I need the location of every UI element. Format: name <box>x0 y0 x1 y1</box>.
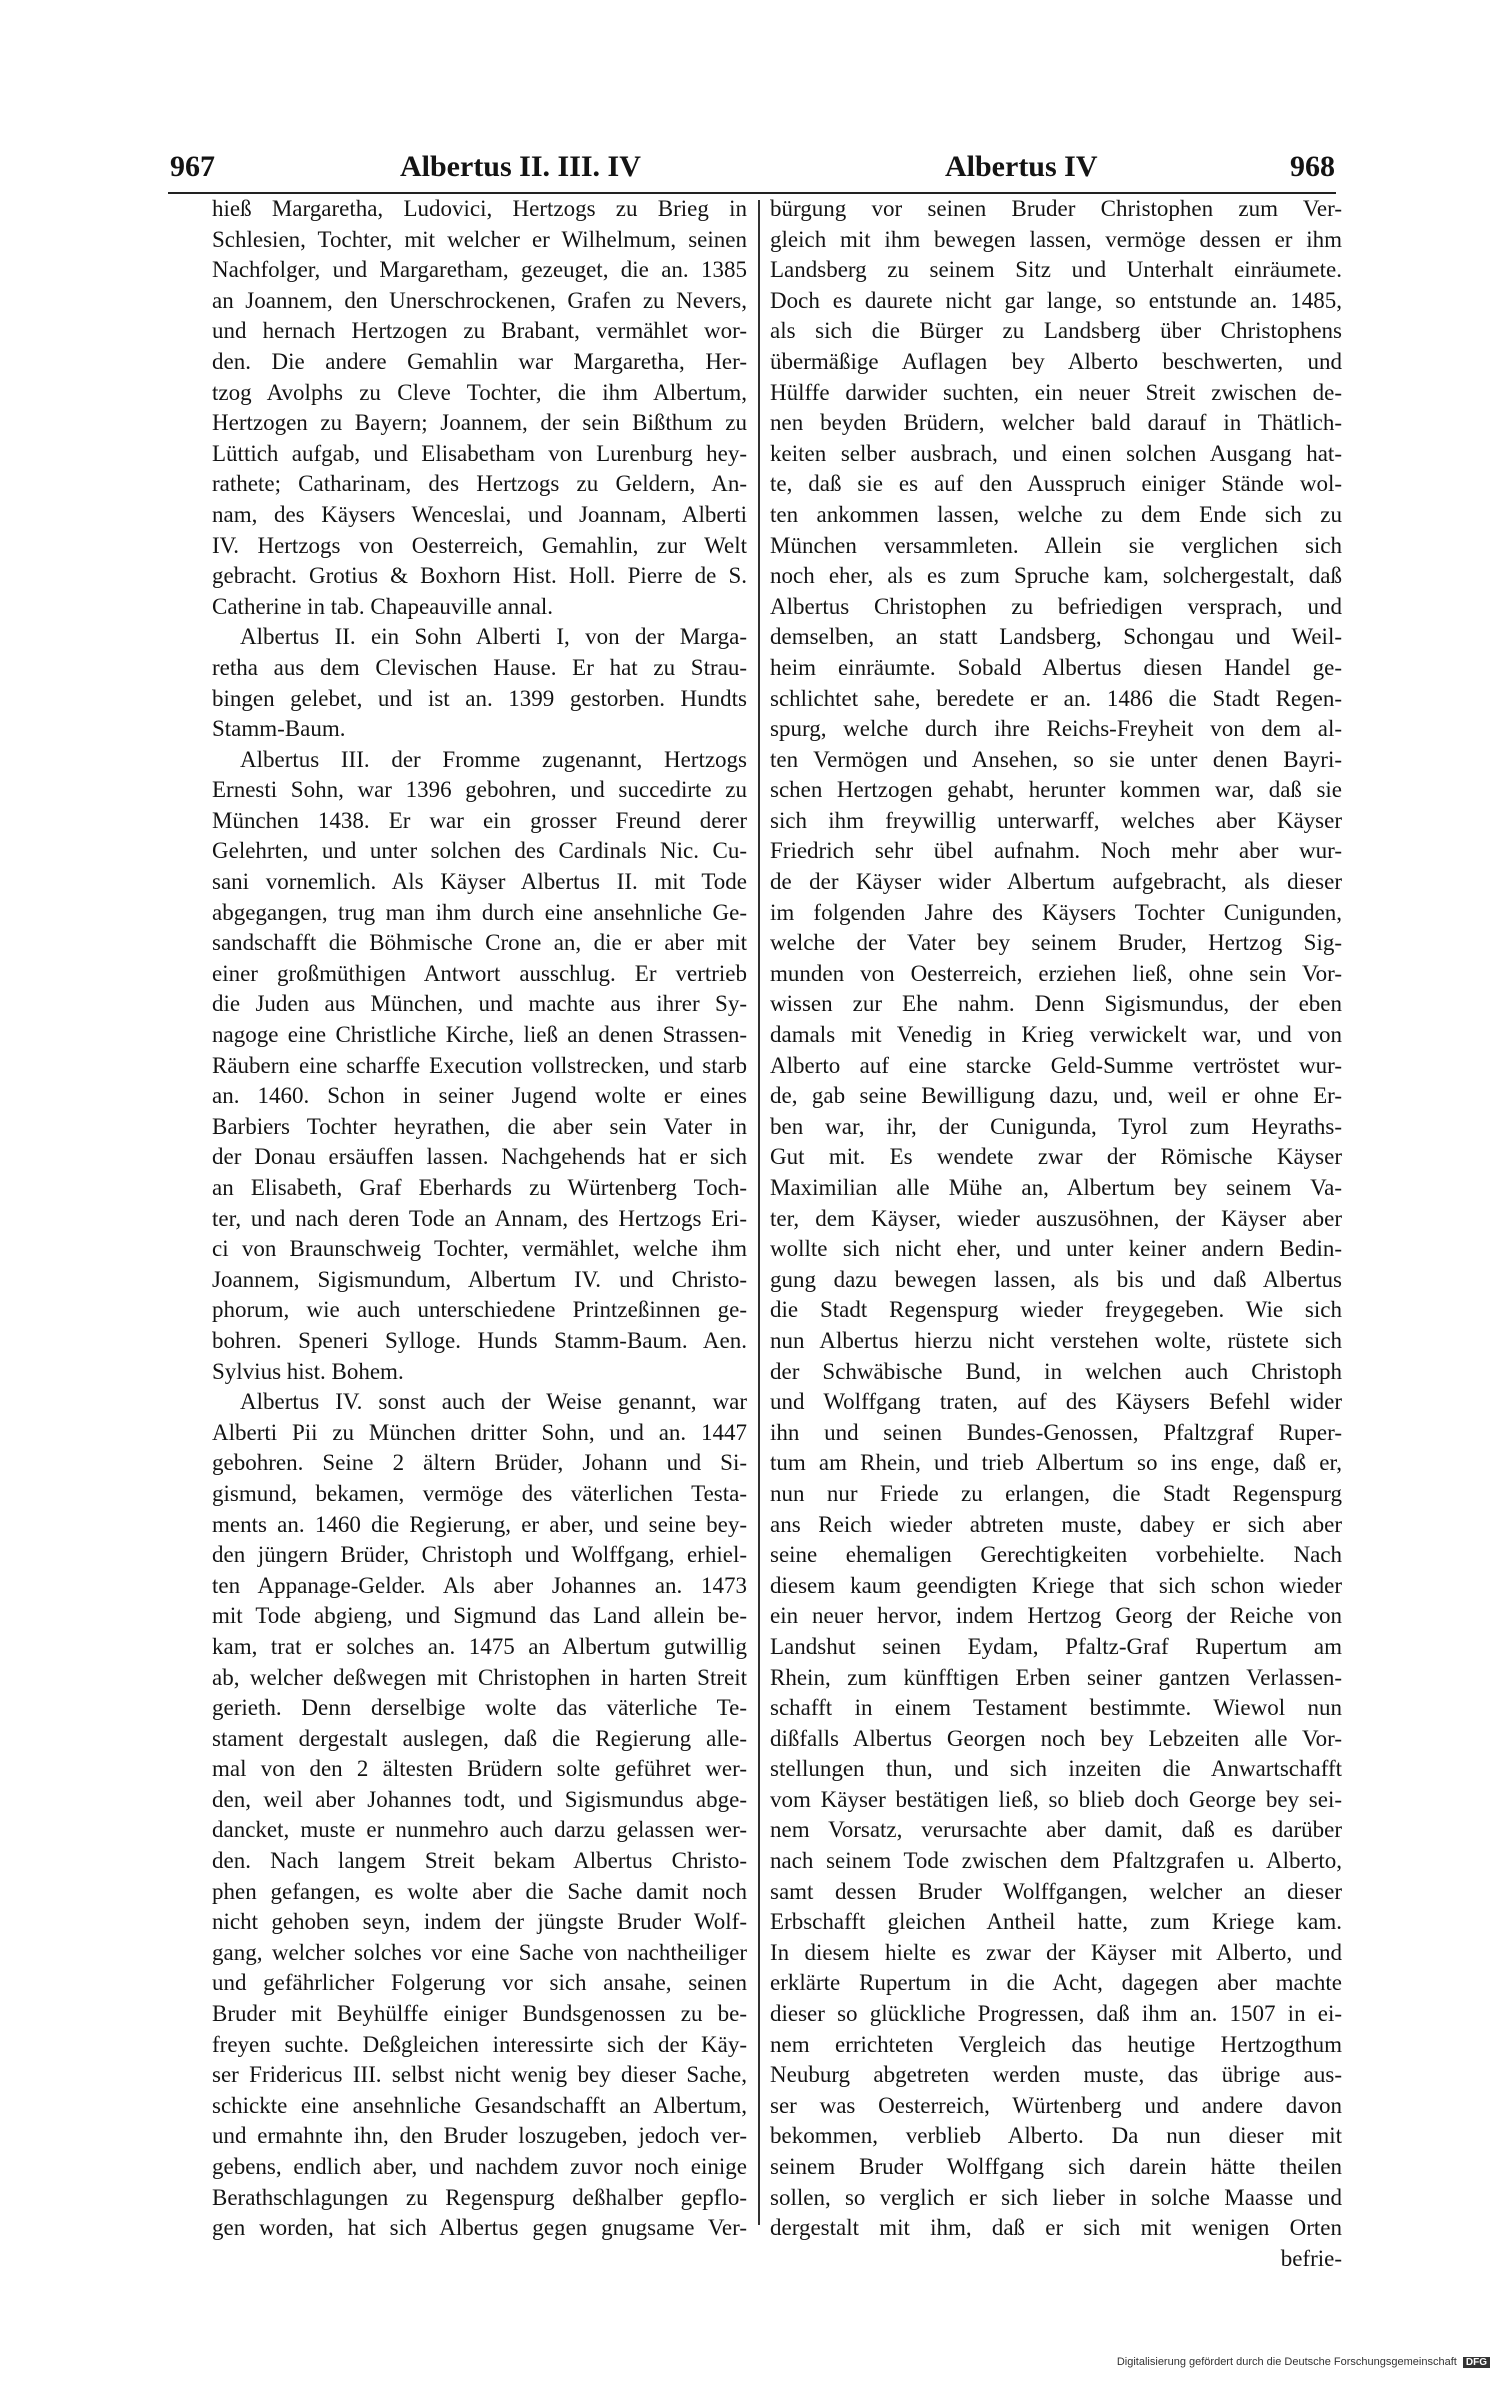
text-line: IV. Hertzogs von Oesterreich, Gemahlin, zur Welt <box>212 532 747 558</box>
text-line: ans Reich wieder abtreten muste, dabey er sich aber <box>770 1511 1342 1537</box>
text-line: Friedrich sehr übel aufnahm. Noch mehr aber wur- <box>770 838 1342 864</box>
text-line: Alberto auf eine starcke Geld-Summe vertröstet wur- <box>770 1052 1342 1078</box>
text-line: demselben, an statt Landsberg, Schongau und Weil- <box>770 624 1342 650</box>
page-number-left: 967 <box>170 150 215 183</box>
text-line: Catherine in tab. Chapeauville annal. <box>212 593 554 619</box>
text-line: Gelehrten, und unter solchen des Cardinals Nic. Cu- <box>212 838 747 864</box>
text-line: und hernach Hertzogen zu Brabant, vermählet wor- <box>212 318 747 344</box>
text-line: an Elisabeth, Graf Eberhards zu Würtenberg Toch- <box>212 1175 747 1200</box>
text-line: Doch es daurete nicht gar lange, so entstunde an. 1485, <box>770 287 1342 313</box>
text-line: gebohren. Seine 2 ältern Brüder, Johann und Si- <box>212 1450 747 1476</box>
text-line: Neuburg abgetreten werden muste, das übrige aus- <box>770 2062 1342 2088</box>
text-line: dißfalls Albertus Georgen noch bey Lebzeiten alle Vor- <box>770 1725 1342 1751</box>
running-title-left: Albertus II. III. IV <box>400 150 641 183</box>
text-line: Albertus Christophen zu befriedigen versprach, und <box>770 593 1342 619</box>
text-line: bingen gelebet, und ist an. 1399 gestorben. Hundts <box>212 685 747 711</box>
text-line: sich ihm freywillig unterwarff, welches aber Käyser <box>770 807 1342 833</box>
text-line: Alberti Pii zu München dritter Sohn, und an. 1447 <box>212 1419 747 1445</box>
text-line: Hülffe darwider suchten, ein neuer Streit zwischen de- <box>770 379 1342 405</box>
text-line: Stamm-Baum. <box>212 716 346 742</box>
text-line: erklärte Rupertum in die Acht, dagegen aber machte <box>770 1970 1342 1996</box>
text-line: ments an. 1460 die Regierung, er aber, und seine bey- <box>212 1511 747 1537</box>
text-line: nen beyden Brüdern, welcher bald darauf in Thätlich- <box>770 410 1342 436</box>
text-line: den. Die andere Gemahlin war Margaretha, Her- <box>212 348 747 374</box>
page-number-right: 968 <box>1290 150 1335 183</box>
text-line: phorum, wie auch unterschiedene Printzeßinnen ge- <box>212 1297 747 1323</box>
text-line: seine ehemaligen Gerechtigkeiten vorbehielte. Nach <box>770 1542 1342 1568</box>
text-line: wollte sich nicht eher, und unter keiner andern Bedin- <box>770 1236 1342 1262</box>
text-line: Albertus IV. sonst auch der Weise genannt, war <box>240 1389 747 1415</box>
text-line: gang, welcher solches vor eine Sache von nachtheiliger <box>212 1939 747 1965</box>
text-line: nun nur Friede zu erlangen, die Stadt Regenspurg <box>770 1480 1342 1506</box>
text-line: gebens, endlich aber, und nachdem zuvor noch einige <box>212 2154 747 2179</box>
text-line: mit Tode abgieng, und Sigmund das Land allein be- <box>212 1603 747 1629</box>
text-line: stellungen thun, und sich inzeiten die Anwartschafft <box>770 1756 1342 1782</box>
text-line: sani vornemlich. Als Käyser Albertus II. mit Tode <box>212 869 747 895</box>
text-line: als sich die Bürger zu Landsberg über Christophens <box>770 318 1342 344</box>
column-divider <box>758 200 760 2225</box>
text-line: Albertus III. der Fromme zugenannt, Hertzogs <box>240 746 747 772</box>
text-line: damals mit Venedig in Krieg verwickelt war, und von <box>770 1022 1342 1048</box>
text-line: bohren. Speneri Sylloge. Hunds Stamm-Baum. Aen. <box>212 1327 747 1353</box>
text-line: schlichtet sahe, beredete er an. 1486 die Stadt Regen- <box>770 685 1342 711</box>
text-line: rathete; Catharinam, des Hertzogs zu Geldern, An- <box>212 471 747 497</box>
text-line: befrie- <box>1280 2245 1342 2271</box>
text-line: München 1438. Er war ein grosser Freund derer <box>212 807 747 833</box>
text-line: ter, dem Käyser, wieder auszusöhnen, der Käyser aber <box>770 1205 1342 1231</box>
text-line: ben war, ihr, der Cunigunda, Tyrol zum Heyraths- <box>770 1113 1342 1139</box>
text-line: gerieth. Denn derselbige wolte das väterliche Te- <box>212 1695 747 1721</box>
text-line: der Schwäbische Bund, in welchen auch Christoph <box>770 1358 1342 1384</box>
text-line: abgegangen, trug man ihm durch eine ansehnliche Ge- <box>212 899 747 925</box>
text-line: spurg, welche durch ihre Reichs-Freyheit von dem al- <box>770 716 1342 742</box>
text-line: stament dergestalt auslegen, daß die Regierung alle- <box>212 1725 747 1751</box>
text-line: Joannem, Sigismundum, Albertum IV. und Christo- <box>212 1266 747 1292</box>
text-line: nem Vorsatz, verursachte aber damit, daß es darüber <box>770 1817 1342 1843</box>
text-line: den. Nach langem Streit bekam Albertus Christo- <box>212 1848 747 1874</box>
text-line: sollen, so verglich er sich lieber in solche Maasse und <box>770 2184 1342 2210</box>
text-line: schafft in einem Testament bestimmte. Wiewol nun <box>770 1695 1342 1721</box>
dfg-logo: DFG <box>1463 2357 1490 2368</box>
text-line: im folgenden Jahre des Käysers Tochter Cunigunden, <box>770 899 1342 925</box>
text-line: ten Appanage-Gelder. Als aber Johannes an. 1473 <box>212 1572 747 1598</box>
text-line: mal von den 2 ältesten Brüdern solte geführet wer- <box>212 1756 747 1782</box>
text-line: tzog Avolphs zu Cleve Tochter, die ihm Albertum, <box>212 379 747 405</box>
text-line: Rhein, zum künfftigen Erben seiner gantzen Verlassen- <box>770 1664 1342 1690</box>
text-line: ein neuer hervor, indem Hertzog Georg der Reiche von <box>770 1603 1342 1629</box>
text-line: Landsberg zu seinem Sitz und Unterhalt einräumete. <box>770 257 1342 283</box>
text-line: ten Vermögen und Ansehen, so sie unter denen Bayri- <box>770 746 1342 772</box>
text-line: den jüngern Brüder, Christoph und Wolffgang, erhiel- <box>212 1542 747 1568</box>
text-line: de der Käyser wider Albertum aufgebracht, als dieser <box>770 869 1342 895</box>
running-header <box>170 150 1335 194</box>
text-line: nagoge eine Christliche Kirche, ließ an denen Strassen- <box>212 1022 747 1048</box>
text-line: die Juden aus München, und machte aus ihrer Sy- <box>212 991 747 1017</box>
right-column <box>770 194 1342 2274</box>
text-line: gleich mit ihm bewegen lassen, vermöge dessen er ihm <box>770 226 1342 252</box>
text-line: dieser so glückliche Progressen, daß ihm an. 1507 in ei- <box>770 2001 1342 2027</box>
running-title-right: Albertus IV <box>945 150 1098 183</box>
text-line: sandschafft die Böhmische Crone an, die er aber mit <box>212 930 747 956</box>
text-line: gebracht. Grotius & Boxhorn Hist. Holl. Pierre de S. <box>212 563 747 589</box>
text-line: In diesem hielte es zwar der Käyser mit Alberto, und <box>770 1939 1342 1965</box>
text-line: tum am Rhein, und trieb Albertum so ins enge, daß er, <box>770 1450 1342 1476</box>
text-line: bürgung vor seinen Bruder Christophen zum Ver- <box>770 196 1342 221</box>
footer-text: Digitalisierung gefördert durch die Deutsche Forschungsgemeinschaft <box>1116 2356 1457 2368</box>
text-line: Erbschafft gleichen Antheil hatte, zum Kriege kam. <box>770 1909 1342 1935</box>
text-line: schickte eine ansehnliche Gesandschafft an Albertum, <box>212 2092 747 2118</box>
text-line: und Wolffgang traten, auf des Käysers Befehl wider <box>770 1389 1342 1415</box>
text-line: einer großmüthigen Antwort ausschlug. Er vertrieb <box>212 960 747 986</box>
text-line: munden von Oesterreich, erziehen ließ, ohne sein Vor- <box>770 960 1342 986</box>
text-line: Sylvius hist. Bohem. <box>212 1358 404 1384</box>
text-line: Maximilian alle Mühe an, Albertum bey seinem Va- <box>770 1175 1342 1200</box>
text-line: nun Albertus hierzu nicht verstehen wolte, rüstete sich <box>770 1327 1342 1353</box>
text-line: den, weil aber Johannes todt, und Sigismundus abge- <box>212 1786 747 1812</box>
text-line: an Joannem, den Unerschrockenen, Grafen zu Nevers, <box>212 287 747 313</box>
text-line: Ernesti Sohn, war 1396 gebohren, und succedirte zu <box>212 777 747 803</box>
text-line: an. 1460. Schon in seiner Jugend wolte er eines <box>212 1083 747 1109</box>
text-line: München versammleten. Allein sie verglichen sich <box>770 532 1342 558</box>
text-line: nam, des Käysers Wenceslai, und Joannam, Alberti <box>212 501 747 527</box>
text-line: nicht gehoben seyn, indem der jüngste Bruder Wolf- <box>212 1909 747 1935</box>
text-line: Nachfolger, und Margaretham, gezeuget, die an. 1385 <box>212 257 747 283</box>
text-line: ab, welcher deßwegen mit Christophen in harten Streit <box>212 1664 747 1690</box>
text-line: übermäßige Auflagen bey Alberto beschwerten, und <box>770 348 1342 374</box>
text-line: diesem kaum geendigten Kriege that sich schon wieder <box>770 1572 1342 1598</box>
text-line: schen Hertzogen gehabt, herunter kommen war, daß sie <box>770 777 1342 803</box>
text-line: Schlesien, Tochter, mit welcher er Wilhelmum, seinen <box>212 226 747 252</box>
text-line: nach seinem Tode zwischen dem Pfaltzgrafen u. Alberto, <box>770 1848 1342 1874</box>
text-line: Lüttich aufgab, und Elisabetham von Lurenburg hey- <box>212 440 747 466</box>
text-line: welche der Vater bey seinem Bruder, Hertzog Sig- <box>770 930 1342 956</box>
text-line: ser was Oesterreich, Würtenberg und andere davon <box>770 2092 1342 2118</box>
text-line: ten ankommen lassen, welche zu dem Ende sich zu <box>770 501 1342 527</box>
text-line: ter, und nach deren Tode an Annam, des Hertzogs Eri- <box>212 1205 747 1231</box>
text-line: ihn und seinen Bundes-Genossen, Pfaltzgraf Ruper- <box>770 1419 1342 1445</box>
left-column <box>212 194 747 2244</box>
text-line: retha aus dem Clevischen Hause. Er hat zu Strau- <box>212 654 747 680</box>
text-line: die Stadt Regenspurg wieder freygegeben. Wie sich <box>770 1297 1342 1323</box>
text-line: hieß Margaretha, Ludovici, Hertzogs zu Brieg in <box>212 196 747 221</box>
text-line: phen gefangen, es wolte aber die Sache damit noch <box>212 1878 747 1904</box>
text-line: ser Fridericus III. selbst nicht wenig bey dieser Sache, <box>212 2062 747 2088</box>
text-line: noch eher, als es zum Spruche kam, solchergestalt, daß <box>770 563 1342 589</box>
text-line: Barbiers Tochter heyrathen, die aber sein Vater in <box>212 1113 747 1139</box>
text-line: gung dazu bewegen lassen, als bis und daß Albertus <box>770 1266 1342 1292</box>
text-line: Albertus II. ein Sohn Alberti I, von der Marga- <box>240 624 747 650</box>
text-line: Berathschlagungen zu Regenspurg deßhalber gepflo- <box>212 2184 747 2210</box>
text-line: wissen zur Ehe nahm. Denn Sigismundus, der eben <box>770 991 1342 1017</box>
text-line: de, gab seine Bewilligung dazu, und, weil er ohne Er- <box>770 1083 1342 1109</box>
text-line: Räubern eine scharffe Execution vollstrecken, und starb <box>212 1052 747 1078</box>
text-line: gen worden, hat sich Albertus gegen gnugsame Ver- <box>212 2215 747 2241</box>
text-line: und ermahnte ihn, den Bruder loszugeben, jedoch ver- <box>212 2123 747 2149</box>
text-line: bekommen, verblieb Alberto. Da nun dieser mit <box>770 2123 1342 2149</box>
text-line: Landshut seinen Eydam, Pfaltz-Graf Rupertum am <box>770 1633 1342 1659</box>
text-line: dancket, muste er nunmehro auch darzu gelassen wer- <box>212 1817 747 1843</box>
footer-credit <box>1117 2356 1490 2368</box>
text-line: Gut mit. Es wendete zwar der Römische Käyser <box>770 1144 1342 1170</box>
text-line: te, daß sie es auf den Ausspruch einiger Stände wol- <box>770 471 1342 497</box>
text-line: der Donau ersäuffen lassen. Nachgehends hat er sich <box>212 1144 747 1170</box>
text-line: Hertzogen zu Bayern; Joannem, der sein Bißthum zu <box>212 410 747 436</box>
text-line: freyen suchte. Deßgleichen interessirte sich der Käy- <box>212 2031 747 2057</box>
text-line: samt dessen Bruder Wolffgangen, welcher an dieser <box>770 1878 1342 1904</box>
text-line: Bruder mit Beyhülffe einiger Bundsgenossen zu be- <box>212 2001 747 2027</box>
text-line: dergestalt mit ihm, daß er sich mit wenigen Orten <box>770 2215 1342 2241</box>
text-line: und gefährlicher Folgerung vor sich ansahe, seinen <box>212 1970 747 1996</box>
text-line: seinem Bruder Wolffgang sich darein hätte theilen <box>770 2154 1342 2179</box>
text-line: nem errichteten Vergleich das heutige Hertzogthum <box>770 2031 1342 2057</box>
text-line: gismund, bekamen, vermöge des väterlichen Testa- <box>212 1480 747 1506</box>
text-line: keiten selber ausbrach, und einen solchen Ausgang hat- <box>770 440 1342 466</box>
text-line: vom Käyser bestätigen ließ, so blieb doch George bey sei- <box>770 1786 1342 1812</box>
text-line: heim einräumte. Sobald Albertus diesen Handel ge- <box>770 654 1342 680</box>
text-line: kam, trat er solches an. 1475 an Albertum gutwillig <box>212 1633 747 1659</box>
text-line: ci von Braunschweig Tochter, vermählet, welche ihm <box>212 1236 747 1262</box>
